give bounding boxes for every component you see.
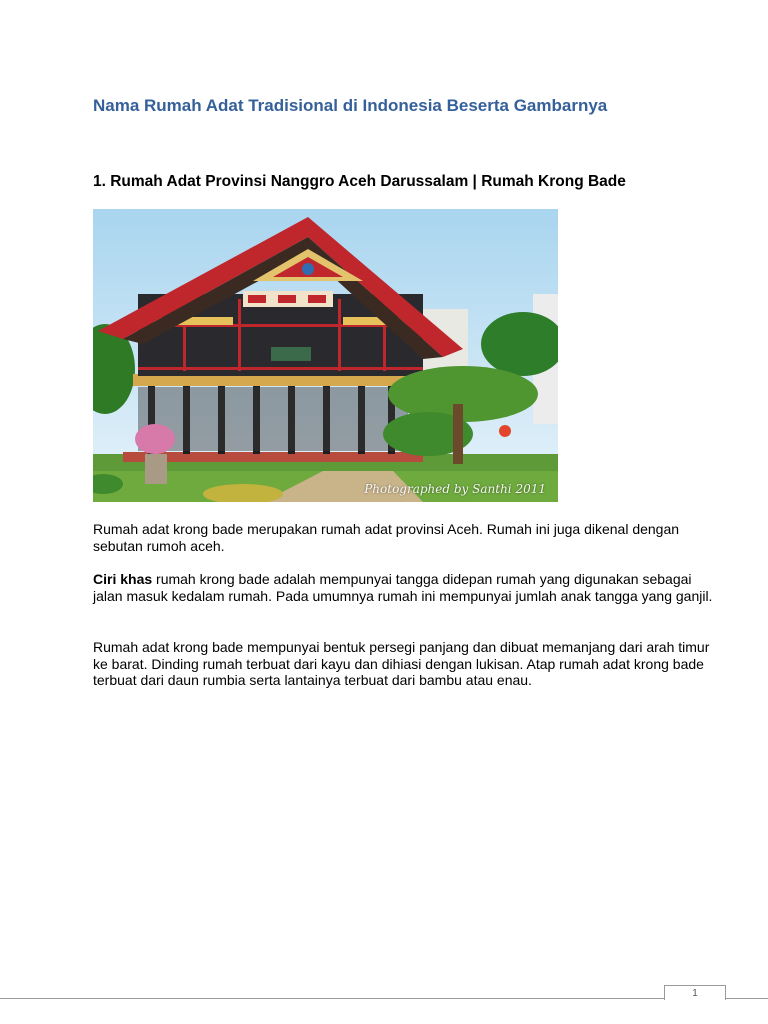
house-illustration <box>93 209 558 502</box>
paragraph-characteristics-text: rumah krong bade adalah mempunyai tangga didepan rumah yang digunakan sebagai jalan masuk kedalam rumah. Pada umumnya rumah ini mempunyai jumlah anak tangga yang ganjil. <box>93 571 713 604</box>
footer-rule <box>0 998 768 999</box>
section-heading: 1. Rumah Adat Provinsi Nanggro Aceh Darussalam | Rumah Krong Bade <box>93 173 626 190</box>
paragraph-intro: Rumah adat krong bade merupakan rumah adat provinsi Aceh. Rumah ini juga dikenal dengan sebutan rumoh aceh. <box>93 521 680 554</box>
document-title: Nama Rumah Adat Tradisional di Indonesia Beserta Gambarnya <box>93 96 608 115</box>
paragraph-construction: Rumah adat krong bade mempunyai bentuk persegi panjang dan dibuat memanjang dari arah timur ke barat. Dinding rumah terbuat dari kayu dan dihiasi dengan lukisan. Atap rumah adat krong bade terbuat dari daun rumbia serta lantainya terbuat dari bambu atau enau. <box>93 639 710 688</box>
paragraph-characteristics <box>93 571 713 604</box>
bold-term-ciri-khas: Ciri khas <box>93 571 153 587</box>
photo-credit: Photographed by Santhi 2011 <box>364 482 546 496</box>
page-number: 1 <box>664 985 726 1000</box>
house-photo <box>93 209 558 502</box>
